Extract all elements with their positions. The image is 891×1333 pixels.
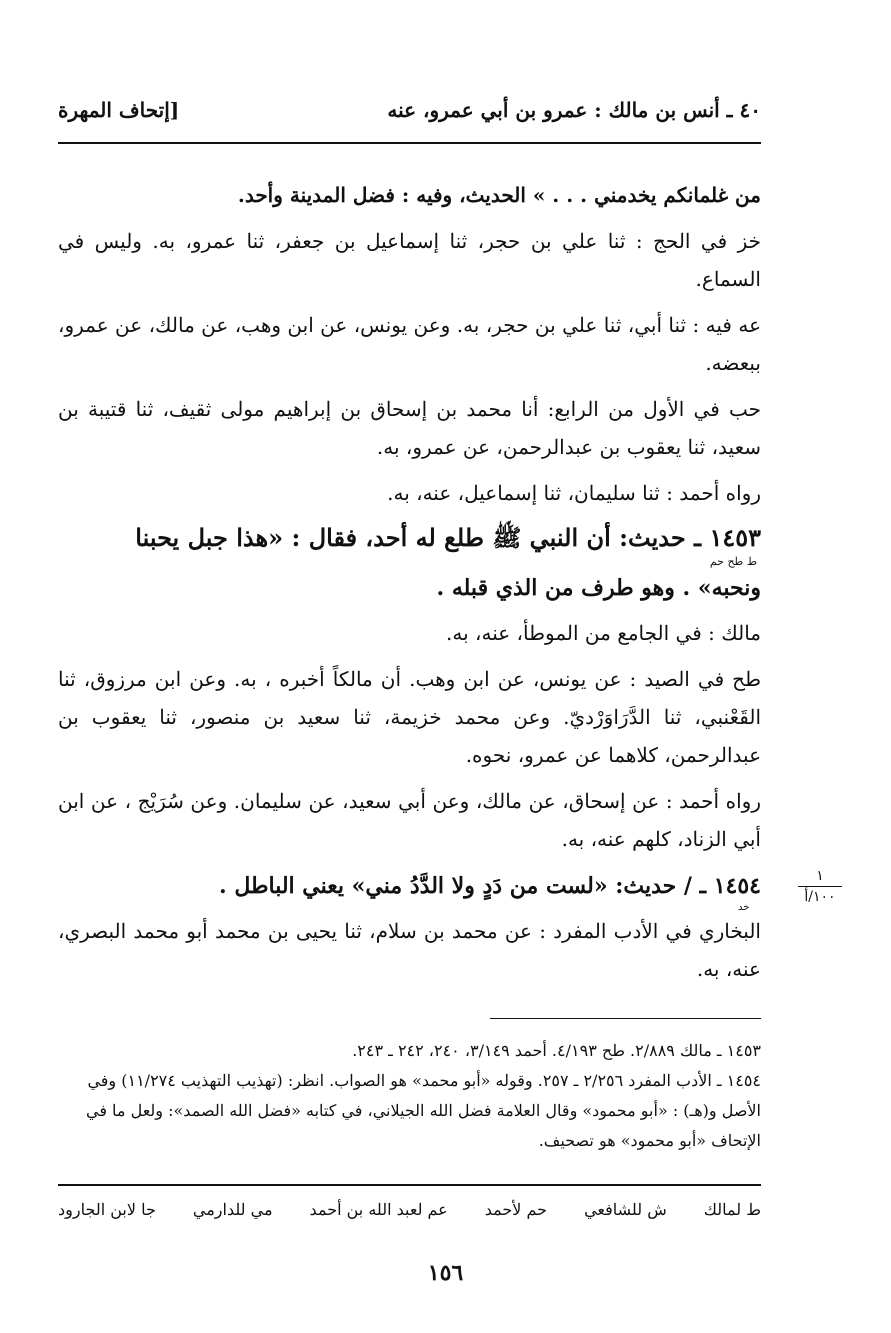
hadith-1454-heading: ١٤٥٤ ـ / حديث: «لست من دَدٍ ولا الدَّدُ مني» يعني الباطل . — [219, 873, 761, 899]
hadith-1453-heading: ١٤٥٣ ـ حديث: أن النبي ﷺ طلع له أحد، فقال : «هذا جبل يحبنا — [135, 523, 761, 552]
legend-item: مي للدارمي — [192, 1200, 273, 1219]
paragraph-8: رواه أحمد : عن إسحاق، عن مالك، وعن أبي سعيد، عن سليمان. وعن سُرَيْج ، عن ابن أبي الزناد، كلهم عنه، به. — [58, 789, 761, 851]
paragraph-1: من غلمانكم يخدمني . . . » الحديث، وفيه : فضل المدينة وأحد. — [237, 183, 761, 207]
hadith-1453-continuation: ونحبه» . وهو طرف من الذي قبله . — [436, 575, 761, 601]
footnote-rule — [490, 1018, 761, 1019]
paragraph-5: رواه أحمد : ثنا سليمان، ثنا إسماعيل، عنه، به. — [387, 481, 761, 505]
running-header — [58, 92, 761, 128]
footnote-1454: ١٤٥٤ ـ الأدب المفرد ٢/٢٥٦ ـ ٢٥٧. وقوله «أبو محمد» هو الصواب. انظر: (تهذيب التهذيب ١١/٢٧٤) وفي الأصل و(هـ) : «أبو محمود» وقال العلامة فضل الله الجيلاني، في كتابه «فضل الله الصمد»: ولعل ما في الإتحاف «أبو محمود» هو تصحيف. — [85, 1071, 761, 1150]
legend-item: ط لمالك — [703, 1200, 761, 1219]
hadith-1453-sigla: ط طح حم — [709, 555, 757, 568]
footnote-1453: ١٤٥٣ ـ مالك ٢/٨٨٩. طح ٤/١٩٣. أحمد ٣/١٤٩، ٢٤٠، ٢٤٢ ـ ٢٤٣. — [352, 1041, 761, 1060]
paragraph-4: حب في الأول من الرابع: أنا محمد بن إسحاق بن إبراهيم مولى ثقيف، ثنا قتيبة بن سعيد، ثنا يعقوب بن عبدالرحمن، عن عمرو، به. — [58, 397, 761, 459]
header-chapter-title: ٤٠ ـ أنس بن مالك : عمرو بن أبي عمرو، عنه — [387, 98, 761, 122]
legend-rule — [58, 1184, 761, 1186]
legend-item: جا لابن الجارود — [58, 1200, 156, 1219]
main-text — [58, 176, 761, 996]
paragraph-9: البخاري في الأدب المفرد : عن محمد بن سلام، ثنا يحيى بن محمد أبو محمد البصري، عنه، به. — [58, 919, 761, 981]
hadith-1454-sigla: خد — [738, 902, 750, 913]
margin-folio-note — [790, 868, 850, 905]
paragraph-7: طح في الصيد : عن يونس، عن ابن وهب. أن مالكاً أخبره ، به. وعن ابن مرزوق، ثنا القَعْنبي، ثنا الدَّرَاوَرْديّ. وعن محمد خزيمة، ثنا سعيد بن منصور، ثنا يعقوب بن عبدالرحمن، كلاهما عن عمرو، نحوه. — [58, 667, 761, 767]
page-number: ١٥٦ — [427, 1260, 464, 1286]
legend-item: حم لأحمد — [484, 1200, 548, 1219]
sigla-legend — [58, 1200, 761, 1219]
legend-item: عم لعبد الله بن أحمد — [309, 1200, 448, 1219]
header-rule — [58, 142, 761, 144]
paragraph-6: مالك : في الجامع من الموطأ، عنه، به. — [446, 621, 761, 645]
margin-note-top: ١ — [816, 868, 824, 884]
header-book-title: [إتحاف المهرة — [58, 98, 180, 122]
paragraph-2: خز في الحج : ثنا علي بن حجر، ثنا إسماعيل بن جعفر، ثنا عمرو، به. وليس في السماع. — [58, 229, 761, 291]
margin-note-bottom: ١٠٠/أ — [804, 889, 836, 905]
footnotes — [58, 1036, 761, 1156]
margin-note-divider — [798, 886, 842, 887]
paragraph-3: عه فيه : ثنا أبي، ثنا علي بن حجر، به. وعن يونس، عن ابن وهب، عن مالك، عن عمرو، ببعضه. — [58, 313, 761, 375]
legend-item: ش للشافعي — [584, 1200, 667, 1219]
